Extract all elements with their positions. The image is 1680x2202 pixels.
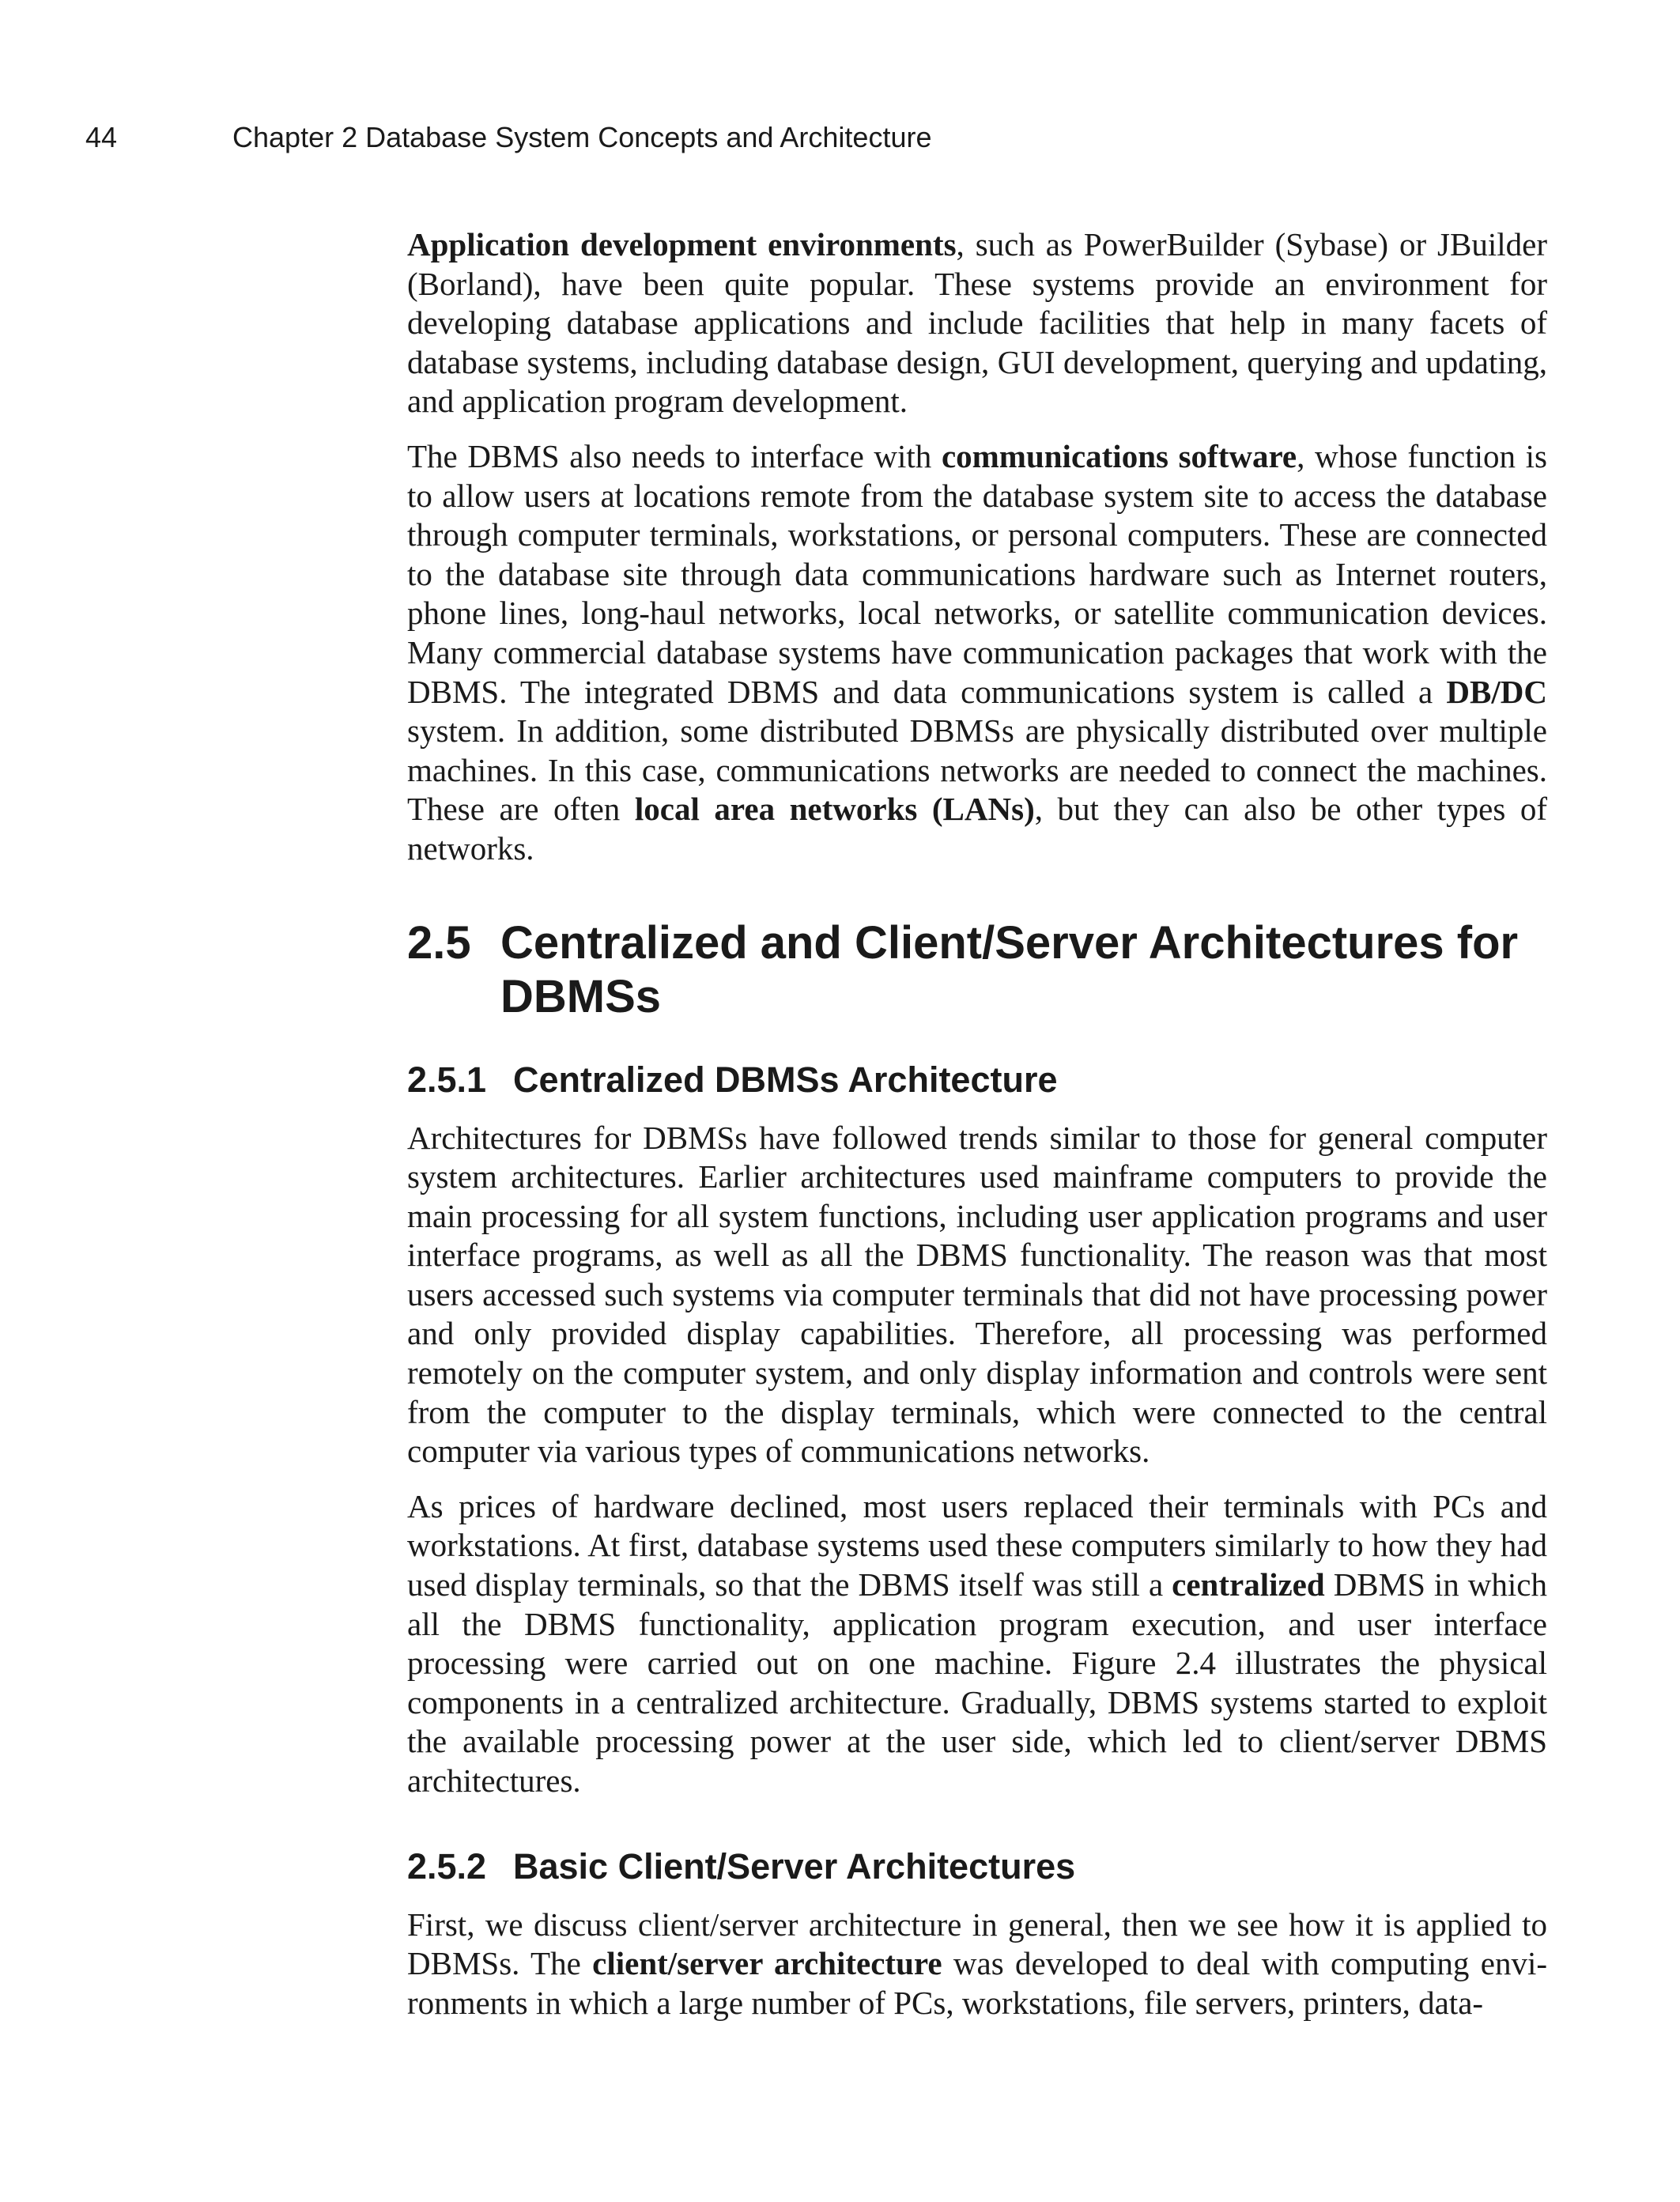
paragraph-client-server-intro: [407, 1906, 1547, 2023]
paragraph-text: was developed to deal with computing environments in which a large number of PCs, workstations, file servers, printers, data-: [407, 1945, 1547, 2021]
paragraph-text: , such as PowerBuilder (Sybase) or JBuilder (Borland), have been quite popular. These systems provide an environment for developing database applications and include facilities that help in many facets of database systems, including database design, GUI development, querying and updating, and application program development.: [407, 226, 1547, 420]
paragraph-communications-software: [407, 437, 1547, 869]
paragraph-text: , but they can also be other types of networks.: [407, 791, 1548, 867]
term-client-server-architecture: client/server architecture: [592, 1945, 942, 1982]
subsection-number: 2.5.2: [407, 1845, 487, 1887]
subsection-heading-client-server: [407, 1845, 1547, 1888]
paragraph-centralized-architectures: Architectures for DBMSs have followed trends similar to those for general computer system architectures. Earlier architectures used mainframe computers to provide the main processing for all system functions, including user application programs and user interface programs, as well as all the DBMS functionality. The reason was that most users accessed such systems via computer terminals that did not have processing power and only provided display capabilities. Therefore, all processing was performed remotely on the computer system, and only display information and controls were sent from the computer to the display terminals, which were connected to the central computer via various types of communications networks.: [407, 1119, 1547, 1470]
section-heading: [407, 916, 1547, 1024]
section-number: 2.5: [407, 916, 471, 969]
subsection-number: 2.5.1: [407, 1059, 487, 1100]
term-local-area-networks: local area networks (LANs): [634, 791, 1035, 828]
term-db-dc: DB/DC: [1446, 673, 1547, 710]
paragraph-text: DBMS in which all the DBMS functionality, application program execution, and user interface processing were carried out on one machine. Figure 2.4 illustrates the physical components in a centralized architecture. Gradually, DBMS systems started to exploit the available processing power at the user side, which led to client/server DBMS architectures.: [407, 1566, 1547, 1799]
section-title: Centralized and Client/Server Architectures for DBMSs: [500, 916, 1519, 1022]
term-communications-software: communications software: [941, 437, 1297, 474]
paragraph-app-dev-environments: [407, 225, 1547, 421]
paragraph-text: The DBMS also needs to interface with: [407, 437, 942, 474]
paragraph-hardware-declined: [407, 1487, 1547, 1801]
paragraph-text: , whose function is to allow users at locations remote from the database system site to access the database through computer terminals, workstations, or personal computers. These are connected to the database site through data communications hardware such as Internet routers, phone lines, long-haul networks, local networks, or satellite communication devices. Many commercial database systems have communication packages that work with the DBMS. The integrated DBMS and data communications system is called a: [407, 437, 1548, 710]
subsection-title: Basic Client/Server Architectures: [513, 1845, 1076, 1887]
paragraph-text: system. In addition, some distributed DBMSs are physically distributed over multiple machines. In this case, communications networks are needed to connect the machines. These are often: [407, 712, 1547, 828]
subsection-heading-centralized: [407, 1059, 1547, 1101]
running-header: [85, 120, 931, 155]
page-number: 44: [85, 121, 118, 153]
paragraph-text: As prices of hardware declined, most users replaced their terminals with PCs and workstations. At first, database systems used these computers similarly to how they had used display terminals, so that the DBMS itself was still a: [407, 1487, 1547, 1603]
page-body: [407, 225, 1547, 2038]
term-application-development-environments: Application development environments: [407, 226, 957, 263]
running-title: Chapter 2 Database System Concepts and Architecture: [232, 121, 932, 153]
subsection-title: Centralized DBMSs Architecture: [513, 1059, 1058, 1100]
term-centralized: centralized: [1172, 1566, 1325, 1603]
paragraph-text: First, we discuss client/server architecture in general, then we see how it is applied to DBMSs. The: [407, 1906, 1547, 1982]
